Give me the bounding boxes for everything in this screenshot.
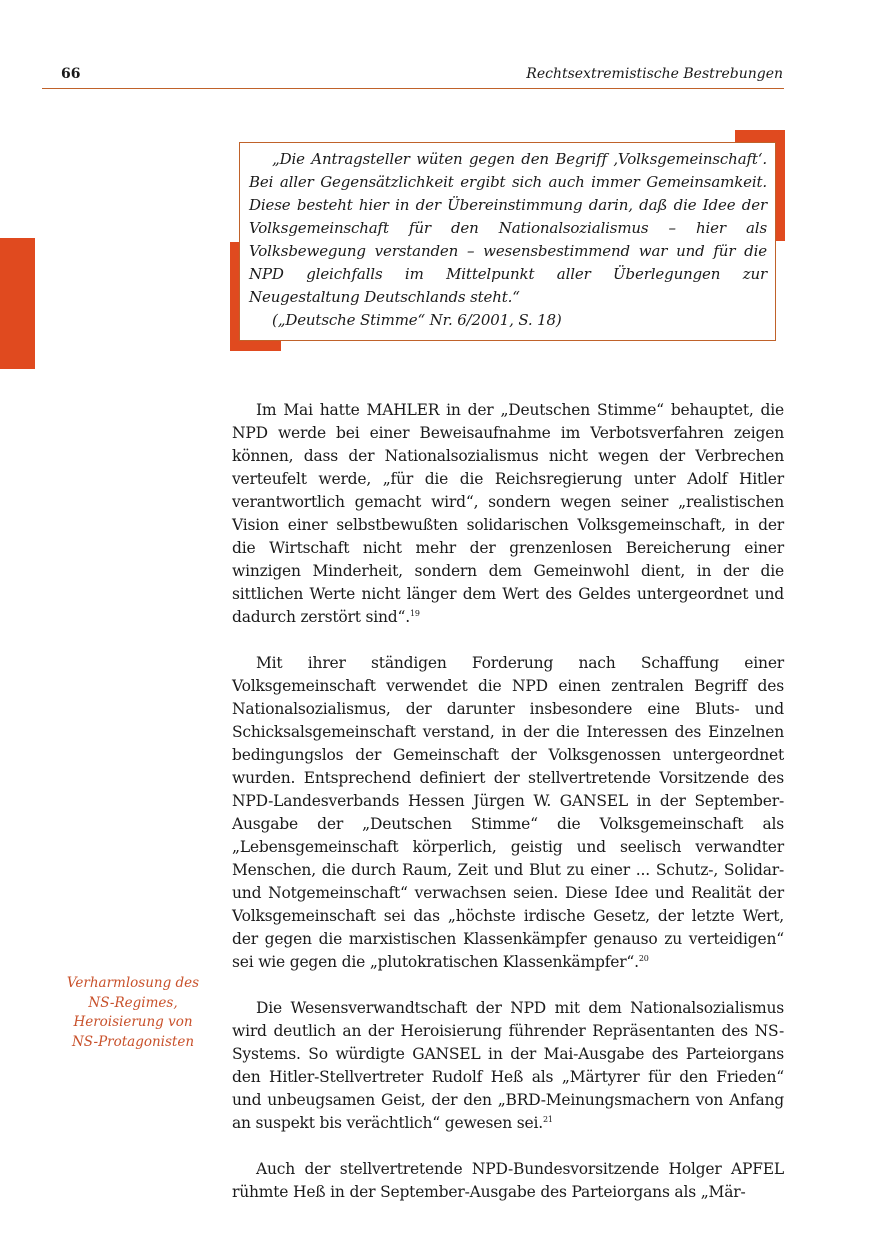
margin-note-line: NS-Regimes, xyxy=(88,994,178,1011)
paragraph-text: Im Mai hatte MAHLER in der „Deutschen Stimme“ behauptet, die NPD werde bei einer Beweisaufnahme im Verbotsverfahren zeigen können, dass der Nationalsozialismus nicht wegen der Verbrechen verteufelt werde, „für die die Reichsregierung unter Adolf Hitler verantwortlich gemacht wird“, sondern wegen seiner „realistischen Vision einer selbstbewußten solidarischen Volksgemeinschaft, in der die Wirtschaft nicht mehr der grenzenlosen Bereicherung einer winzigen Minderheit, sondern dem Gemeinwohl dient, in der die sittlichen Werte nicht länger dem Wert des Geldes untergeordnet und dadurch zerstört sind“. xyxy=(232,401,784,626)
paragraph xyxy=(232,652,784,974)
footnote-ref[interactable]: 19 xyxy=(409,608,420,618)
quote-box xyxy=(239,142,776,341)
side-accent-bar xyxy=(0,238,35,369)
header-rule xyxy=(42,88,784,89)
quote-source: („Deutsche Stimme“ Nr. 6/2001, S. 18) xyxy=(272,311,562,329)
paragraph xyxy=(232,1158,784,1204)
paragraph xyxy=(232,399,784,629)
body-text xyxy=(232,399,784,1227)
paragraph xyxy=(232,997,784,1135)
paragraph-text: Die Wesensverwandtschaft der NPD mit dem Nationalsozialismus wird deutlich an der Heroisierung führender Repräsentanten des NS-Systems. So würdigte GANSEL in der Mai-Ausgabe des Parteiorgans den Hitler-Stellvertreter Rudolf Heß als „Märtyrer für den Frieden“ und unbeugsamen Geist, der den „BRD-Meinungsmachern von Anfang an suspekt bis verächtlich“ gewesen sei. xyxy=(232,999,784,1132)
running-title: Rechtsextremistische Bestrebungen xyxy=(526,66,783,82)
margin-note-line: Verharmlosung des xyxy=(66,975,200,991)
footnote-ref[interactable]: 21 xyxy=(542,1114,553,1124)
quote-text: „Die Antragsteller wüten gegen den Begriff ‚Volksgemeinschaft‘. Bei aller Gegensätzlichkeit ergibt sich auch immer Gemeinsamkeit. Diese besteht hier in der Übereinstimmung darin, daß die Idee der Volksgemeinschaft für den Nationalsozialismus – hier als Volksbewegung verstanden – wesensbestimmend war und für die NPD gleichfalls im Mittelpunkt aller Überlegungen zur Neugestaltung Deutschlands steht.“ xyxy=(249,150,767,306)
margin-note-line: NS-Protagonisten xyxy=(71,1033,195,1050)
margin-note xyxy=(60,974,206,1052)
paragraph-text: Auch der stellvertretende NPD-Bundesvorsitzende Holger APFEL rühmte Heß in der September-Ausgabe des Parteiorgans als „Mär- xyxy=(232,1160,784,1201)
margin-note-line: Heroisierung von xyxy=(73,1014,193,1030)
footnote-ref[interactable]: 20 xyxy=(638,953,649,963)
page-number: 66 xyxy=(61,66,81,82)
paragraph-text: Mit ihrer ständigen Forderung nach Schaffung einer Volksgemeinschaft verwendet die NPD einen zentralen Begriff des Nationalsozialismus, der darunter insbesondere eine Bluts- und Schicksalsgemeinschaft verstand, in der die Interessen des Einzelnen bedingungslos der Gemeinschaft der Volksgenossen untergeordnet wurden. Entsprechend definiert der stellvertretende Vorsitzende des NPD-Landesverbands Hessen Jürgen W. GANSEL in der September-Ausgabe der „Deutschen Stimme“ die Volksgemeinschaft als „Lebensgemeinschaft körperlich, geistig und seelisch verwandter Menschen, die durch Raum, Zeit und Blut zu einer ... Schutz-, Solidar- und Notgemeinschaft“ verwachsen seien. Diese Idee und Realität der Volksgemeinschaft sei das „höchste irdische Gesetz, der letzte Wert, der gegen die marxistischen Klassenkämpfer genauso zu verteidigen“ sei wie gegen die „plutokratischen Klassenkämpfer“. xyxy=(232,654,784,971)
